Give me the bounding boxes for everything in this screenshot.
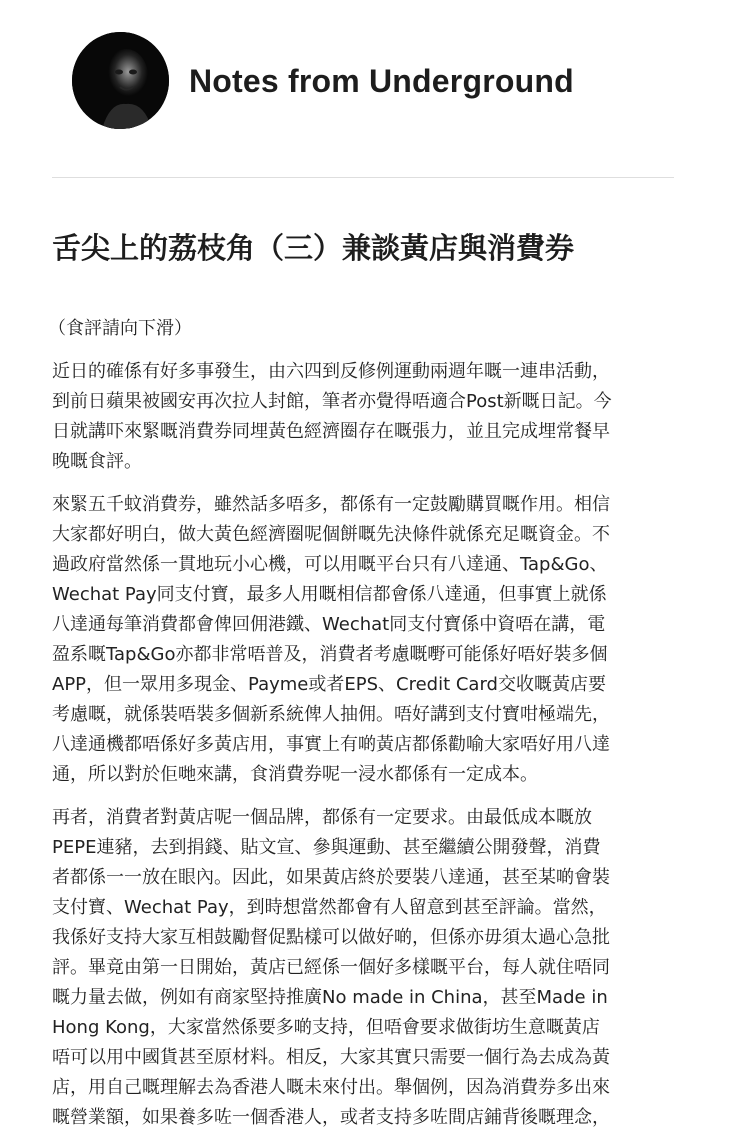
header-divider [52, 177, 674, 178]
review-note [48, 314, 677, 344]
paragraph-line: 嘅力量去做，例如有商家堅持推廣No made in China，甚至Made in [52, 987, 608, 1008]
paragraph-line: 店，用自己嘅理解去為香港人嘅未來付出。舉個例，因為消費券多出來 [52, 1077, 610, 1098]
paragraph-line: PEPE連豬，去到捐錢、貼文宣、參與運動、甚至繼續公開發聲，消費 [52, 837, 601, 858]
paragraph-line: 八達通每筆消費都會俾回佣港鐵、Wechat同支付寶係中資唔在講，電 [52, 614, 606, 635]
paragraph-2 [52, 490, 677, 790]
paragraph-line: 到前日蘋果被國安再次拉人封館，筆者亦覺得唔適合Post新嘅日記。今 [52, 391, 612, 412]
site-title[interactable]: Notes from Underground [189, 63, 574, 99]
article-body [48, 314, 677, 1146]
portrait-photo-icon [72, 32, 169, 129]
paragraph-line: 近日的確係有好多事發生，由六四到反修例運動兩週年嘅一連串活動， [52, 361, 610, 382]
paragraph-line: 支付寶、Wechat Pay，到時想當然都會有人留意到甚至評論。當然， [52, 897, 607, 918]
site-header [52, 32, 674, 130]
paragraph-line: Wechat Pay同支付寶，最多人用嘅相信都會係八達通，但事實上就係 [52, 584, 607, 605]
paragraph-1 [52, 357, 677, 477]
post-title: 舌尖上的荔枝角（三）兼談黃店與消費券 [52, 231, 575, 265]
paragraph-line: Hong Kong，大家當然係要多啲支持，但唔會要求做街坊生意嘅黃店 [52, 1017, 600, 1038]
paragraph-3 [52, 803, 677, 1133]
paragraph-line: 考慮嘅，就係裝唔裝多個新系統俾人抽佣。唔好講到支付寶咁極端先， [52, 704, 610, 725]
paragraph-line: 通，所以對於佢哋來講，食消費券呢一浸水都係有一定成本。 [52, 764, 538, 785]
paragraph-line: 再者，消費者對黃店呢一個品牌，都係有一定要求。由最低成本嘅放 [52, 807, 592, 828]
review-note-text: （食評請向下滑） [48, 318, 192, 339]
paragraph-line: 嘅營業額，如果養多咗一個香港人，或者支持多咗間店鋪背後嘅理念， [52, 1107, 610, 1128]
avatar[interactable] [72, 32, 169, 129]
paragraph-line: 大家都好明白，做大黃色經濟圈呢個餅嘅先決條件就係充足嘅資金。不 [52, 524, 610, 545]
paragraph-line: 者都係一一放在眼內。因此，如果黃店終於要裝八達通，甚至某啲會裝 [52, 867, 610, 888]
paragraph-line: 日就講吓來緊嘅消費券同埋黃色經濟圈存在嘅張力，並且完成埋常餐早 [52, 421, 610, 442]
paragraph-line: 晚嘅食評。 [52, 451, 142, 472]
paragraph-line: 唔可以用中國貨甚至原材料。相反，大家其實只需要一個行為去成為黃 [52, 1047, 610, 1068]
paragraph-line: 評。畢竟由第一日開始，黃店已經係一個好多樣嘅平台，每人就住唔同 [52, 957, 610, 978]
paragraph-line: 過政府當然係一貫地玩小心機，可以用嘅平台只有八達通、Tap&Go、 [52, 554, 608, 575]
paragraph-line: 我係好支持大家互相鼓勵督促點樣可以做好啲，但係亦毋須太過心急批 [52, 927, 610, 948]
paragraph-line: 八達通機都唔係好多黃店用，事實上有啲黃店都係勸喻大家唔好用八達 [52, 734, 610, 755]
paragraph-line: 盈系嘅Tap&Go亦都非常唔普及，消費者考慮嘅嘢可能係好唔好裝多個 [52, 644, 608, 665]
paragraph-line: APP，但一眾用多現金、Payme或者EPS、Credit Card交收嘅黃店要 [52, 674, 606, 695]
paragraph-line: 來緊五千蚊消費券，雖然話多唔多，都係有一定鼓勵購買嘅作用。相信 [52, 494, 610, 515]
